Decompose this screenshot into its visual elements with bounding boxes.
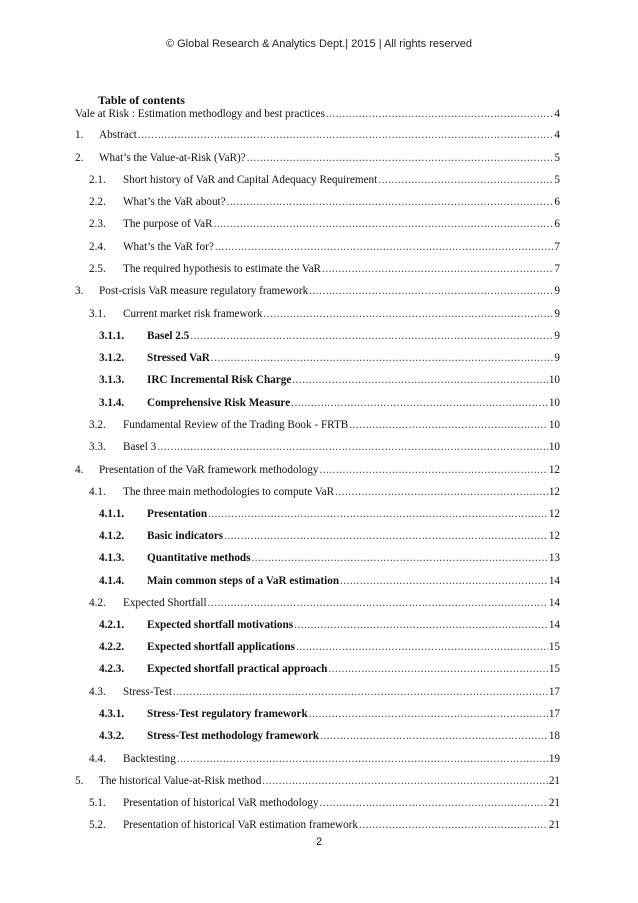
toc-dot-leader <box>320 729 548 743</box>
toc-entry-number: 5.1. <box>89 797 106 809</box>
toc-entry-page: 10 <box>548 441 560 453</box>
toc-entry-page: 19 <box>548 753 560 765</box>
toc-entry[interactable] <box>75 752 560 766</box>
toc-entry-title: Basel 2.5 <box>147 330 190 342</box>
toc-entry-page: 9 <box>554 308 560 320</box>
toc-dot-leader <box>214 217 554 231</box>
page-header: © Global Research & Analytics Dept.| 2015 | All rights reserved <box>165 38 473 50</box>
toc-entry-number: 3.1.1. <box>99 330 125 342</box>
toc-entry[interactable] <box>75 151 560 165</box>
toc-dot-leader <box>326 107 554 121</box>
toc-entry-number: 3.1.4. <box>99 397 125 409</box>
toc-dot-leader <box>208 507 548 521</box>
toc-entry-page: 10 <box>548 374 560 386</box>
toc-entry[interactable] <box>75 774 560 788</box>
toc-entry-title: Vale at Risk : Estimation methodlogy and best practices <box>75 108 325 120</box>
toc-entry-page: 12 <box>548 508 560 520</box>
toc-entry[interactable] <box>75 396 560 410</box>
toc-entry[interactable] <box>75 485 560 499</box>
toc-entry-title: Presentation of the VaR framework methodology <box>99 464 319 476</box>
toc-entry-number: 4.3. <box>89 686 106 698</box>
toc-entry-title: Backtesting <box>123 753 176 765</box>
toc-entry-number: 4.2.1. <box>99 619 125 631</box>
page-number: 2 <box>315 836 323 848</box>
toc-dot-leader <box>349 418 548 432</box>
toc-dot-leader <box>190 329 553 343</box>
toc-entry-title: Presentation of historical VaR estimation framework <box>123 819 358 831</box>
toc-entry-page: 10 <box>548 397 560 409</box>
toc-entry-number: 3.1. <box>89 308 106 320</box>
toc-entry[interactable] <box>75 307 560 321</box>
toc-entry[interactable] <box>75 195 560 209</box>
toc-entry-number: 2.1. <box>89 174 106 186</box>
toc-dot-leader <box>215 240 554 254</box>
toc-entry-title: Presentation <box>147 508 208 520</box>
toc-entry-page: 6 <box>554 196 560 208</box>
toc-entry-title: Expected shortfall applications <box>147 641 295 653</box>
toc-entry[interactable] <box>75 662 560 676</box>
toc-dot-leader <box>227 195 554 209</box>
toc-dot-leader <box>251 551 547 565</box>
toc-entry[interactable] <box>75 529 560 543</box>
toc-entry[interactable] <box>75 373 560 387</box>
toc-entry-title: Stress-Test <box>123 686 172 698</box>
toc-entry-page: 13 <box>548 552 560 564</box>
toc-entry-title: What’s the VaR for? <box>123 241 214 253</box>
toc-entry-title: Expected shortfall motivations <box>147 619 294 631</box>
toc-entry-number: 4.1.3. <box>99 552 125 564</box>
toc-entry-number: 2.3. <box>89 218 106 230</box>
toc-entry-number: 1. <box>75 129 84 141</box>
toc-entry-number: 4. <box>75 464 84 476</box>
toc-dot-leader <box>291 396 548 410</box>
toc-dot-leader <box>378 173 553 187</box>
toc-entry-number: 3.2. <box>89 419 106 431</box>
toc-entry-title: Abstract <box>99 129 137 141</box>
toc-entry[interactable] <box>75 618 560 632</box>
toc-dot-leader <box>247 151 554 165</box>
toc-entry-number: 3.1.3. <box>99 374 125 386</box>
toc-entry-page: 15 <box>548 663 560 675</box>
toc-dot-leader <box>224 529 548 543</box>
toc-dot-leader <box>328 662 547 676</box>
toc-entry-title: Basel 3 <box>123 441 157 453</box>
toc-entry-page: 6 <box>554 218 560 230</box>
toc-entry-title: IRC Incremental Risk Charge <box>147 374 292 386</box>
toc-entry-page: 10 <box>548 419 560 431</box>
toc-entry-title: The historical Value-at-Risk method <box>99 775 262 787</box>
toc-entry[interactable] <box>75 574 560 588</box>
toc-entry-page: 17 <box>548 708 560 720</box>
toc-entry[interactable] <box>75 729 560 743</box>
toc-entry-title: Basic indicators <box>147 530 224 542</box>
toc-entry-number: 4.1.1. <box>99 508 125 520</box>
toc-entry-number: 4.2.3. <box>99 663 125 675</box>
toc-entry[interactable] <box>75 217 560 231</box>
toc-entry-title: Comprehensive Risk Measure <box>147 397 291 409</box>
toc-entry-page: 12 <box>548 464 560 476</box>
toc-entry-page: 12 <box>548 530 560 542</box>
toc-entry-title: Expected Shortfall <box>123 597 207 609</box>
toc-dot-leader <box>292 373 548 387</box>
toc-entry[interactable] <box>75 596 560 610</box>
toc-dot-leader <box>335 485 548 499</box>
toc-entry-number: 4.1.4. <box>99 575 125 587</box>
toc-dot-leader <box>359 818 548 832</box>
toc-entry[interactable] <box>75 685 560 699</box>
toc-entry-number: 4.2.2. <box>99 641 125 653</box>
toc-dot-leader <box>263 307 553 321</box>
toc-entry-number: 4.1.2. <box>99 530 125 542</box>
toc-entry-page: 18 <box>548 730 560 742</box>
toc-entry[interactable] <box>75 507 560 521</box>
toc-entry-title: The required hypothesis to estimate the VaR <box>123 263 322 275</box>
toc-entry-number: 2. <box>75 152 84 164</box>
toc-entry-number: 4.1. <box>89 486 106 498</box>
toc-entry-page: 7 <box>554 263 560 275</box>
toc-entry-title: The purpose of VaR <box>123 218 213 230</box>
toc-entry-title: Post-crisis VaR measure regulatory framework <box>99 285 309 297</box>
toc-entry-page: 21 <box>548 775 560 787</box>
toc-entry[interactable] <box>75 107 560 121</box>
toc-entry-page: 5 <box>554 152 560 164</box>
toc-dot-leader <box>211 351 554 365</box>
toc-entry-number: 5.2. <box>89 819 106 831</box>
toc-entry[interactable] <box>75 551 560 565</box>
toc-entry-title: Current market risk framework <box>123 308 263 320</box>
toc-title: Table of contents <box>98 93 185 107</box>
toc-entry-page: 9 <box>554 285 560 297</box>
toc-entry[interactable] <box>75 796 560 810</box>
toc-entry-title: What’s the VaR about? <box>123 196 226 208</box>
toc-entry-page: 15 <box>548 641 560 653</box>
toc-entry[interactable] <box>75 240 560 254</box>
toc-entry-page: 12 <box>548 486 560 498</box>
toc-entry[interactable] <box>75 284 560 298</box>
toc-entry-page: 14 <box>548 619 560 631</box>
toc-entry[interactable] <box>75 640 560 654</box>
toc-entry-page: 5 <box>554 174 560 186</box>
toc-entry-page: 14 <box>548 575 560 587</box>
toc-dot-leader <box>340 574 548 588</box>
toc-entry-page: 21 <box>548 797 560 809</box>
toc-entry-number: 4.3.1. <box>99 708 125 720</box>
toc-entry-title: Quantitative methods <box>147 552 251 564</box>
toc-entry-title: Stress-Test regulatory framework <box>147 708 308 720</box>
toc-entry-page: 14 <box>548 597 560 609</box>
toc-entry-page: 4 <box>554 129 560 141</box>
toc-entry-title: Main common steps of a VaR estimation <box>147 575 340 587</box>
toc-entry-number: 4.3.2. <box>99 730 125 742</box>
toc-entry-number: 2.2. <box>89 196 106 208</box>
toc-dot-leader <box>322 262 553 276</box>
toc-entry-number: 3. <box>75 285 84 297</box>
toc-dot-leader <box>309 284 553 298</box>
toc-entry[interactable] <box>75 262 560 276</box>
toc-entry-page: 7 <box>554 241 560 253</box>
toc-entry-number: 2.5. <box>89 263 106 275</box>
toc-entry-number: 4.4. <box>89 753 106 765</box>
toc-dot-leader <box>157 440 548 454</box>
toc-entry[interactable] <box>75 707 560 721</box>
toc-dot-leader <box>296 640 548 654</box>
toc-entry-page: 4 <box>554 108 560 120</box>
toc-entry-page: 9 <box>554 352 560 364</box>
toc-dot-leader <box>319 463 547 477</box>
toc-entry-number: 3.3. <box>89 441 106 453</box>
toc-entry-page: 17 <box>548 686 560 698</box>
toc-dot-leader <box>138 128 554 142</box>
toc-entry[interactable] <box>75 329 560 343</box>
toc-dot-leader <box>320 796 548 810</box>
toc-entry-title: Stressed VaR <box>147 352 210 364</box>
toc-entry-title: What’s the Value-at-Risk (VaR)? <box>99 152 246 164</box>
toc-entry-title: Stress-Test methodology framework <box>147 730 320 742</box>
toc-entry-title: Expected shortfall practical approach <box>147 663 328 675</box>
toc-entry[interactable] <box>75 418 560 432</box>
toc-entry[interactable] <box>75 463 560 477</box>
toc-entry-title: The three main methodologies to compute VaR <box>123 486 335 498</box>
toc-dot-leader <box>309 707 548 721</box>
toc-entry[interactable] <box>75 440 560 454</box>
toc-entry[interactable] <box>75 128 560 142</box>
toc-dot-leader <box>177 752 548 766</box>
toc-entry-number: 2.4. <box>89 241 106 253</box>
toc-entry[interactable] <box>75 818 560 832</box>
toc-entry[interactable] <box>75 351 560 365</box>
toc-entry-number: 3.1.2. <box>99 352 125 364</box>
toc-dot-leader <box>208 596 548 610</box>
toc-entry-page: 9 <box>554 330 560 342</box>
toc-entry[interactable] <box>75 173 560 187</box>
toc-dot-leader <box>294 618 548 632</box>
toc-entry-number: 4.2. <box>89 597 106 609</box>
toc-entry-title: Fundamental Review of the Trading Book - FRTB <box>123 419 349 431</box>
toc-entry-title: Presentation of historical VaR methodology <box>123 797 319 809</box>
toc-entry-title: Short history of VaR and Capital Adequacy Requirement <box>123 174 378 186</box>
toc-dot-leader <box>173 685 548 699</box>
toc-entry-page: 21 <box>548 819 560 831</box>
toc-dot-leader <box>262 774 548 788</box>
toc-entry-number: 5. <box>75 775 84 787</box>
